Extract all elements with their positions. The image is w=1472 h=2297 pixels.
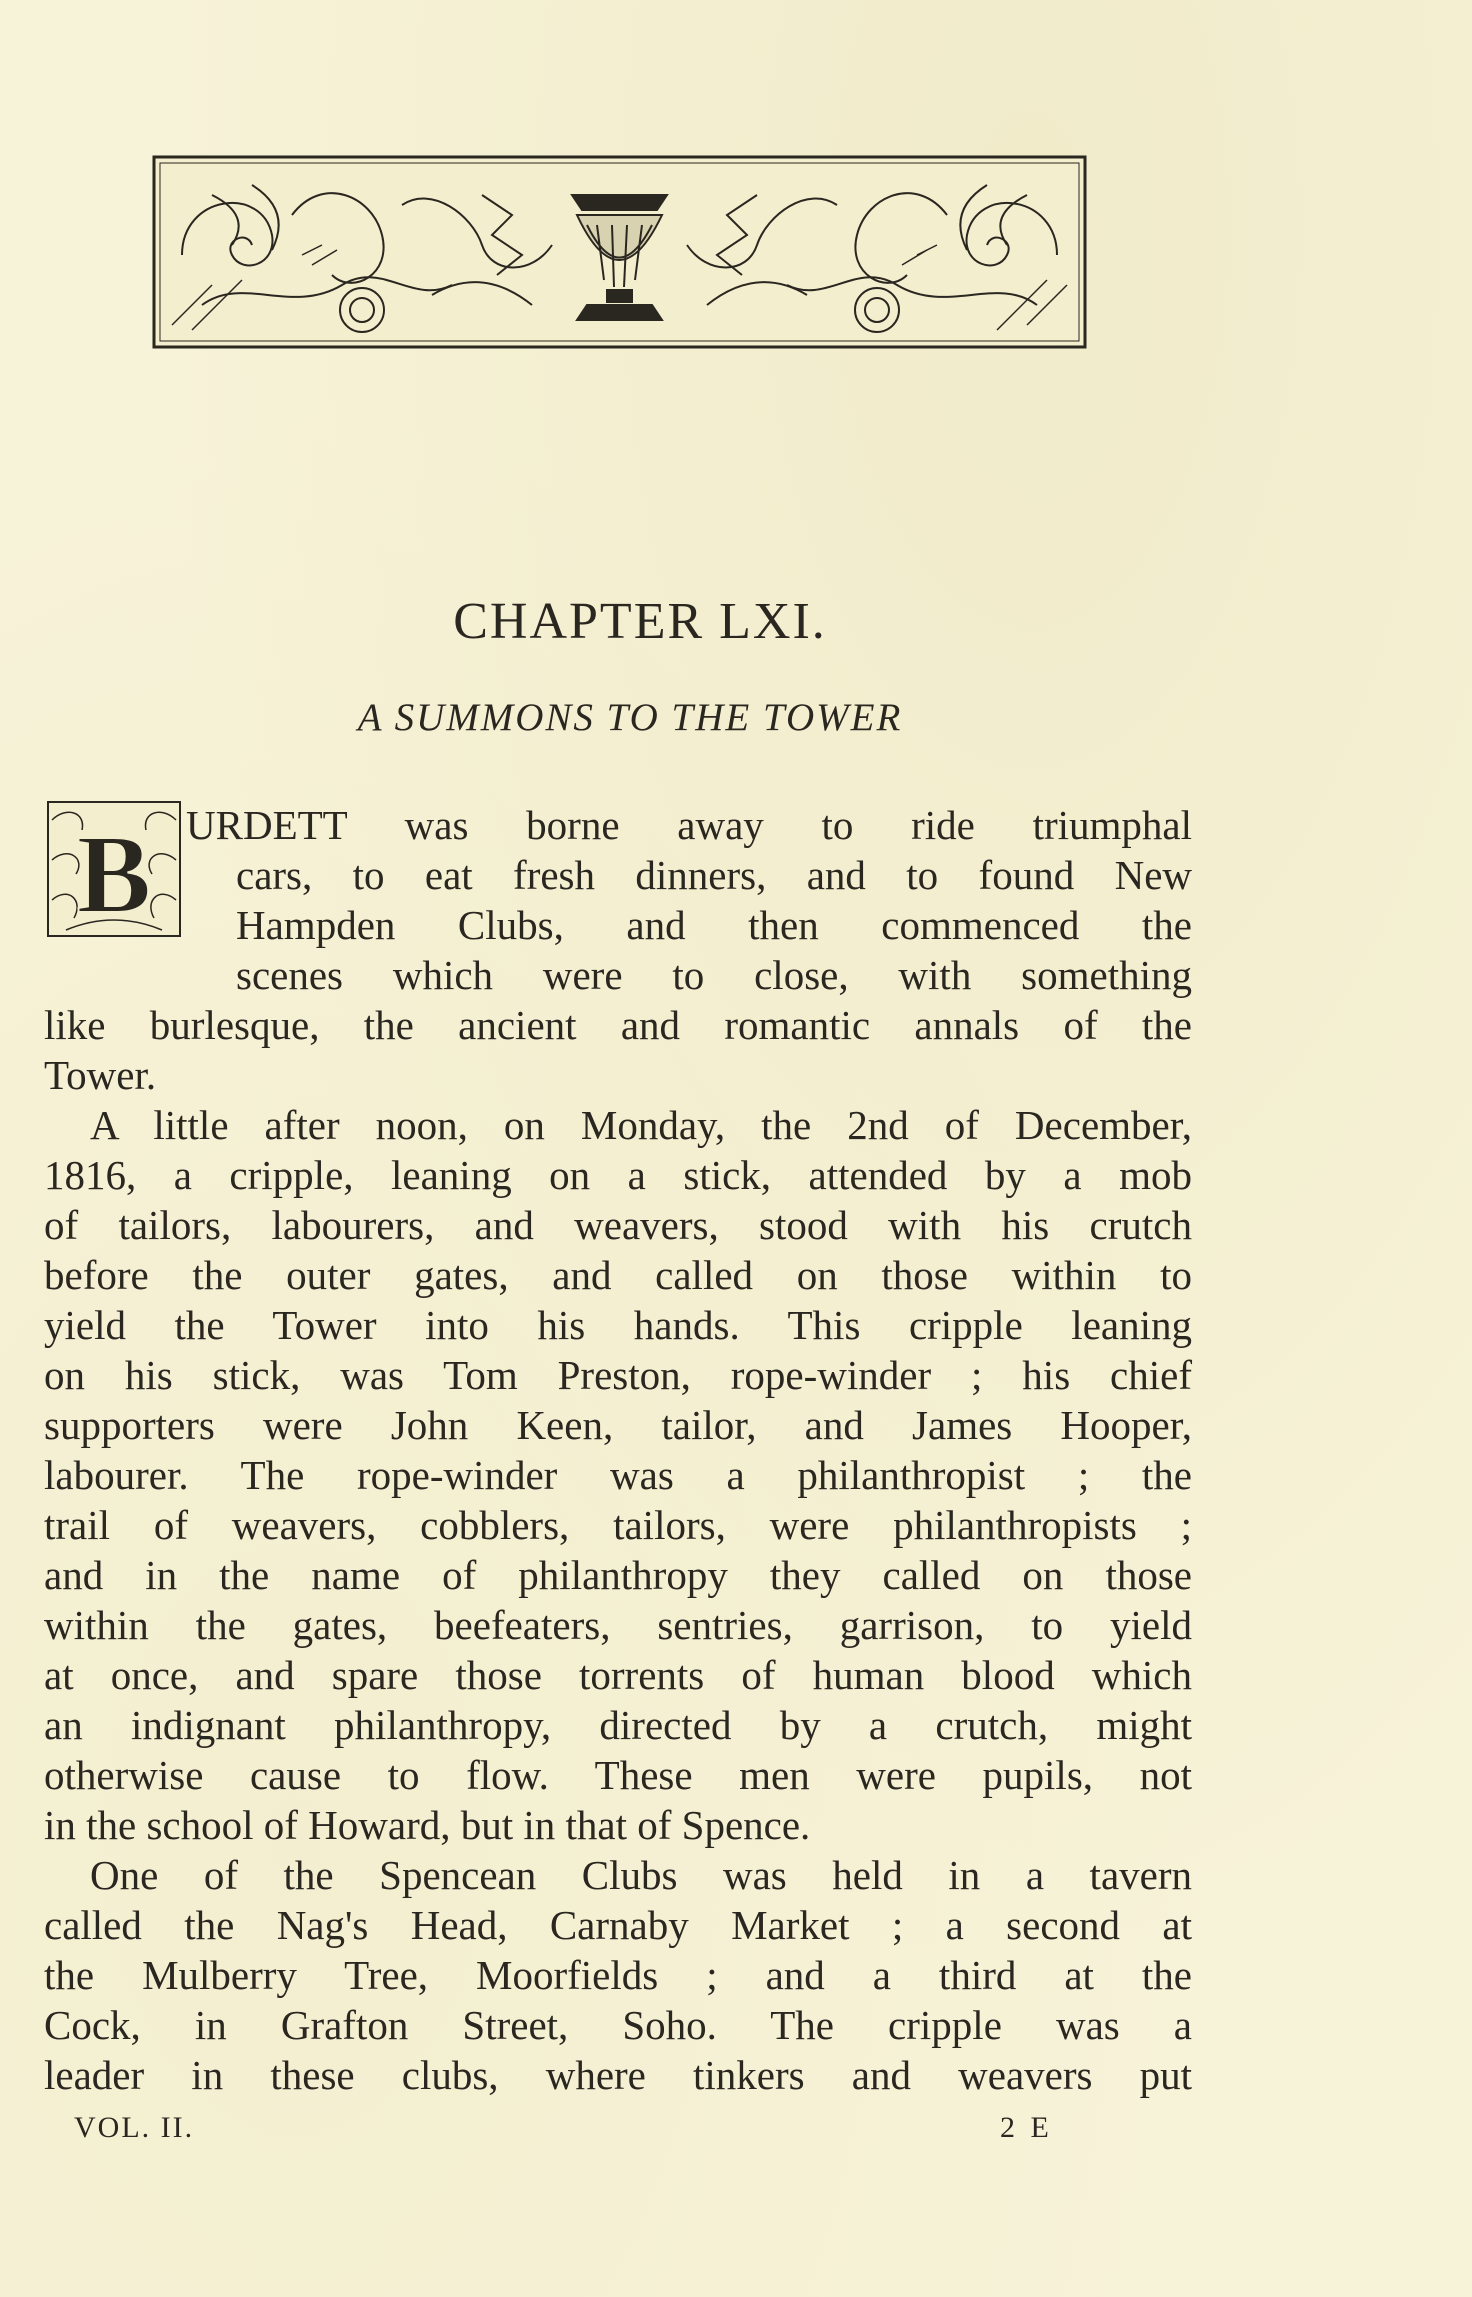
text-line: at once, and spare those torrents of human blood which (44, 1652, 1192, 1698)
text-line: like burlesque, the ancient and romantic annals of the (44, 1002, 1192, 1048)
svg-text:B: B (76, 813, 152, 937)
text-line: A little after noon, on Monday, the 2nd of December, (90, 1102, 1192, 1148)
text-line: Cock, in Grafton Street, Soho. The cripple was a (44, 2002, 1192, 2048)
text-line: trail of weavers, cobblers, tailors, were philanthropists ; (44, 1502, 1192, 1548)
text-line: yield the Tower into his hands. This cripple leaning (44, 1302, 1192, 1348)
text-line: cars, to eat fresh dinners, and to found New (236, 852, 1192, 898)
text-line: Tower. (44, 1052, 157, 1098)
text-line: otherwise cause to flow. These men were pupils, not (44, 1752, 1192, 1798)
text-line: called the Nag's Head, Carnaby Market ; a second at (44, 1902, 1192, 1948)
text-line: URDETT was borne away to ride triumphal (186, 802, 1192, 848)
text-line: labourer. The rope-winder was a philanthropist ; the (44, 1452, 1192, 1498)
text-line: an indignant philanthropy, directed by a crutch, might (44, 1702, 1192, 1748)
text-line: 1816, a cripple, leaning on a stick, attended by a mob (44, 1152, 1192, 1198)
chapter-title: CHAPTER LXI. (453, 593, 827, 650)
text-line: supporters were John Keen, tailor, and James Hooper, (44, 1402, 1192, 1448)
text-line: on his stick, was Tom Preston, rope-winder ; his chief (44, 1352, 1192, 1398)
text-line: before the outer gates, and called on those within to (44, 1252, 1192, 1298)
drop-cap-ornament-icon (46, 800, 182, 938)
footer-volume: VOL. II. (74, 2111, 195, 2144)
text-line: scenes which were to close, with something (236, 952, 1192, 998)
text-line: within the gates, beefeaters, sentries, garrison, to yield (44, 1602, 1192, 1648)
text-line: of tailors, labourers, and weavers, stood with his crutch (44, 1202, 1192, 1248)
text-line: in the school of Howard, but in that of Spence. (44, 1802, 811, 1848)
text-line: Hampden Clubs, and then commenced the (236, 902, 1192, 948)
text-line: and in the name of philanthropy they called on those (44, 1552, 1192, 1598)
footer-signature: 2 E (1000, 2111, 1053, 2144)
chapter-subtitle: A SUMMONS TO THE TOWER (357, 696, 903, 739)
text-line: One of the Spencean Clubs was held in a tavern (90, 1852, 1192, 1898)
ornamental-headpiece (152, 155, 1087, 349)
drop-cap (46, 800, 182, 938)
text-line: leader in these clubs, where tinkers and weavers put (44, 2052, 1192, 2098)
text-line: the Mulberry Tree, Moorfields ; and a third at the (44, 1952, 1192, 1998)
